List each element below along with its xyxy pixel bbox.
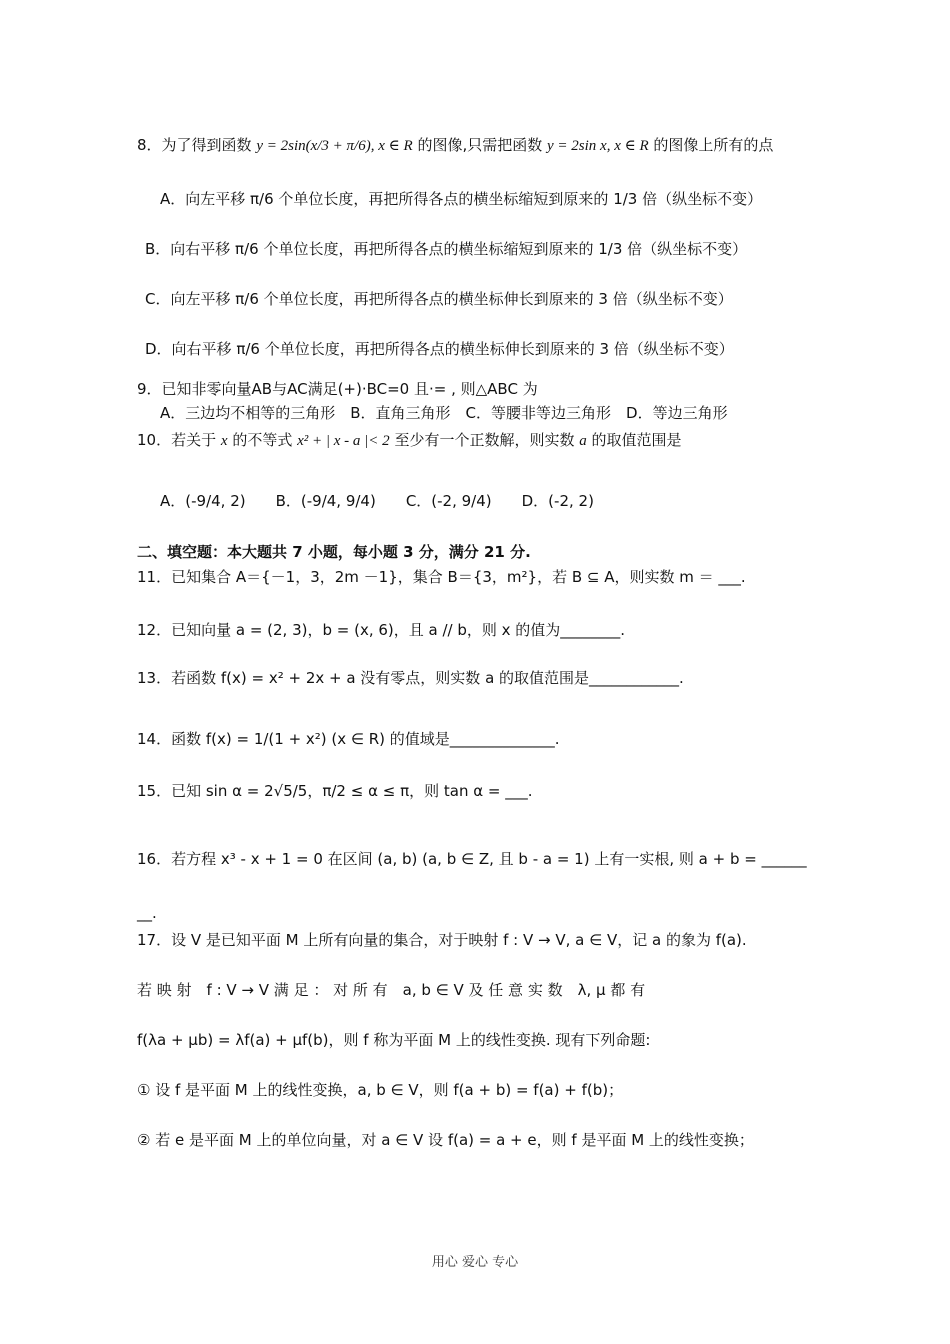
q16-continuation: __. [137, 904, 157, 922]
q10-stem-d: 的取值范围是 [591, 431, 682, 449]
q8-option-a: A．向左平移 π/6 个单位长度，再把所得各点的横坐标缩短到原来的 1/3 倍（纵坐标不变） [160, 190, 763, 208]
q8-option-d: D．向右平移 π/6 个单位长度，再把所得各点的横坐标伸长到原来的 3 倍（纵坐标不变） [145, 340, 734, 358]
q17-line-2: 若 映 射 f : V → V 满 足 ： 对 所 有 a, b ∈ V 及 任 意 实 数 λ, μ 都 有 [137, 981, 646, 999]
q8-stem-end: 的图像上所有的点 [653, 136, 774, 154]
q14: 14．函数 f(x) = 1/(1 + x²) (x ∈ R) 的值域是______________. [137, 730, 560, 748]
q17-line-3: f(λa + μb) = λf(a) + μf(b)，则 f 称为平面 M 上的线性变换. 现有下列命题: [137, 1031, 651, 1049]
q8-stem-mid: 的图像,只需把函数 [417, 136, 543, 154]
q15: 15．已知 sin α = 2√5/5，π/2 ≤ α ≤ π，则 tan α = ___. [137, 782, 533, 800]
q10-var-a: a [579, 433, 587, 449]
q17-proposition-2: ② 若 e 是平面 M 上的单位向量，对 a ∈ V 设 f(a) = a + e，则 f 是平面 M 上的线性变换； [137, 1131, 754, 1149]
q10-stem-a: 10．若关于 [137, 431, 217, 449]
q8-option-c: C．向左平移 π/6 个单位长度，再把所得各点的横坐标伸长到原来的 3 倍（纵坐标不变） [145, 290, 733, 308]
q10-stem-c: 至少有一个正数解，则实数 [394, 431, 575, 449]
q8-formula-source: y = 2sin x, x ∈ R [547, 138, 649, 154]
q16: 16．若方程 x³ - x + 1 = 0 在区间 (a, b) (a, b ∈ Z, 且 b - a = 1) 上有一实根, 则 a + b = ______ [137, 850, 807, 868]
q8-formula-target: y = 2sin(x/3 + π/6), x ∈ R [256, 138, 413, 154]
q9-stem: 9．已知非零向量AB与AC满足(+)·BC=0 且·= , 则△ABC 为 [137, 380, 538, 398]
page-footer: 用心 爱心 专心 [431, 1255, 519, 1270]
q17-proposition-1: ① 设 f 是平面 M 上的线性变换，a, b ∈ V，则 f(a + b) = f(a) + f(b)； [137, 1081, 624, 1099]
q8-stem [137, 138, 773, 154]
section-heading: 二、填空题：本大题共 7 小题，每小题 3 分，满分 21 分. [137, 543, 531, 561]
q12: 12．已知向量 a = (2, 3)，b = (x, 6)，且 a // b，则 x 的值为________. [137, 621, 626, 639]
q8-option-b: B．向右平移 π/6 个单位长度，再把所得各点的横坐标缩短到原来的 1/3 倍（纵坐标不变） [145, 240, 748, 258]
q10-options: A．(-9/4, 2) B．(-9/4, 9/4) C．(-2, 9/4) D．(-2, 2) [160, 492, 594, 510]
q10-stem [137, 433, 682, 449]
q10-formula: x² + | x - a |< 2 [297, 433, 390, 449]
q10-var-x: x [220, 433, 228, 449]
q17-line-1: 17．设 V 是已知平面 M 上所有向量的集合，对于映射 f : V → V, a ∈ V，记 a 的象为 f(a). [137, 931, 747, 949]
q9-options: A．三边均不相等的三角形 B．直角三角形 C．等腰非等边三角形 D．等边三角形 [160, 404, 728, 422]
q10-stem-b: 的不等式 [232, 431, 293, 449]
q11: 11．已知集合 A＝{－1，3，2m －1}，集合 B＝{3，m²}，若 B ⊆ A，则实数 m ＝ ___. [137, 568, 746, 586]
q13: 13．若函数 f(x) = x² + 2x + a 没有零点，则实数 a 的取值范围是____________. [137, 669, 684, 687]
q8-stem-text: 8．为了得到函数 [137, 136, 252, 154]
